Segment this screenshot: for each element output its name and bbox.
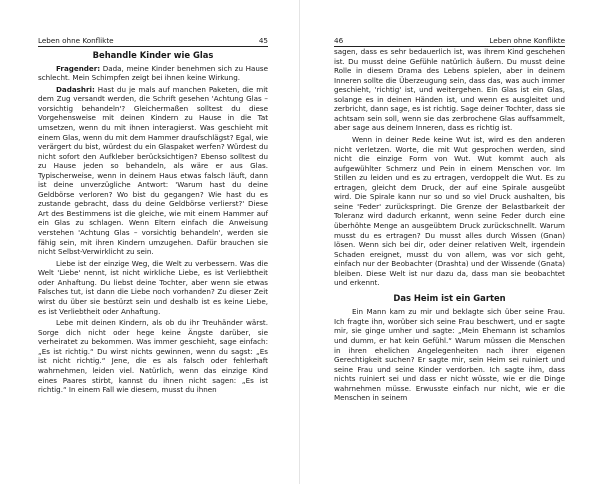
paragraph — [334, 135, 565, 288]
paragraph — [38, 259, 268, 316]
running-head-left — [38, 36, 268, 47]
page-number: 45 — [258, 36, 268, 45]
running-head-right — [334, 36, 565, 47]
paragraph-text: Wenn in deiner Rede keine Wut ist, wird es den anderen nicht verletzen. Worte, die mit Wut gesprochen werden, sind nicht die einzige Form von Wut. Wut kommt auch als aufgewühlter Schmerz und Pein in einem Menschen vor. Im Stillen zu leiden und es zu ertragen, verdoppelt die Wut. Es zu ertragen, gleicht dem Druck, der auf eine Spirale ausgeübt wird. Die Spirale kann nur so und so viel Druck aushalten, bis seine 'Feder' zurückspringt. Die Grenze der Belastbarkeit der Toleranz wird dadurch erkannt, wenn seine Feder durch eine überhöhte Menge an ausgeübtem Druck zurückschnellt. Warum musst du es ertragen? Du musst alles durch Wissen (Gnan) lösen. Wenn sich bei dir, oder deiner relativen Welt, irgendein Schaden ereignet, musst du von allem, was vor sich geht, einfach nur der Beobachter (Drashta) und der Wissende (Gnata) bleiben. Diese Welt ist nur dazu da, dass man sie beobachtet und erkennt. — [334, 135, 565, 288]
paragraph-text: Lebe mit deinen Kindern, als ob du ihr Treuhänder wärst. Sorge dich nicht oder hege keine Ängste darüber, sie verheiratet zu bekommen. Was immer geschieht, sage einfach: „Es ist richtig.“ Du wirst nichts gewinnen, wenn du sagst: „Es ist nicht richtig.“ Jene, die es als falsch oder fehlerhaft wahrnehmen, leiden viel. Natürlich, wenn das einzige Kind eines Paares stirbt, kannst du ihnen nicht sagen: „Es ist richtig.“ In einem Fall wie diesem, musst du ihnen — [38, 318, 268, 395]
paragraph — [334, 47, 565, 133]
running-title: Leben ohne Konflikte — [489, 36, 565, 45]
section-heading: Behandle Kinder wie Glas — [92, 50, 214, 60]
right-page — [300, 0, 599, 484]
paragraph-text: Liebe ist der einzige Weg, die Welt zu verbessern. Was die Welt 'Liebe' nennt, ist nicht wirkliche Liebe, es ist Verliebtheit oder Anhaftung. Du liebst deine Tochter, aber wenn sie etwas Falsches tut, ist dann die Liebe noch vorhanden? Zu dieser Zeit wirst du über sie bestürzt sein und deshalb ist es keine Liebe, es ist Verliebtheit oder Anhaftung. — [38, 258, 268, 316]
paragraph — [38, 85, 268, 257]
paragraph-text: Hast du je mals auf manchen Paketen, die mit dem Zug versandt werden, die Schrift gesehen 'Achtung Glas – vorsichtig behandeln'? Gleichermaßen solltest du diese Vorgehensweise mit deinen Kindern zu Hause in die Tat umsetzen, wenn du mit ihnen interagierst. Was geschieht mit einem Glas, wenn du mit dem Hammer draufschlägst? Egal, wie verärgert du bist, würdest du ein Glaspaket werfen? Würdest du nicht sofort den Aufkleber berücksichtigen? Ebenso solltest du zu Hause jeden so behandeln, als wäre er aus Glas. Typischerweise, wenn in deinem Haus etwas falsch läuft, dann ist deine unverzügliche Antwort: 'Warum hast du deine Geldbörse verloren? Wo bist du gegangen? Wie hast du es zustande gebracht, dass du deine Geldbörse verlierst?' Diese Art des Bestimmens ist die gleiche, wie mit einem Hammer auf ein Glas zu schlagen. Wenn Eltern einfach die Anweisung verstehen 'Achtung Glas – vorsichtig behandeln', werden sie fähig sein, mit ihren Kindern umzugehen. Dafür brauchen sie nicht Selbst-Verwirklicht zu sein. — [38, 84, 268, 257]
section-heading: Das Heim ist ein Garten — [393, 292, 506, 303]
paragraph — [38, 318, 268, 394]
paragraph-text: Ein Mann kam zu mir und beklagte sich über seine Frau. Ich fragte ihn, worüber sich seine Frau beschwert, und er sagte mir, sie ginge umher und sagte: „Mein Ehemann ist schamlos und dumm, er hat kein Gefühl.“ Warum müssen die Menschen in ihren ehelichen Angelegenheiten nach ihrer eigenen Gerechtigkeit suchen? Er sagte mir, sein Heim sei ruiniert und seine Frau und seine Kinder verdorben. Ich sagte ihm, dass nichts ruiniert sei und dass er nicht wüsste, wie er die Dinge wahrnehmen müsse. Erwusste einfach nur nicht, wie er die Menschen in seinem — [334, 307, 565, 403]
speaker-label: Fragender: — [56, 63, 101, 73]
paragraph — [334, 307, 565, 402]
paragraph — [38, 64, 268, 83]
paragraph-text: Dada, meine Kinder benehmen sich zu Hause schlecht. Mein Schimpfen zeigt bei ihnen keine Wirkung. — [38, 63, 268, 83]
page-number: 46 — [334, 36, 344, 45]
speaker-label: Dadashri: — [56, 84, 95, 94]
paragraph-text: sagen, dass es sehr bedauerlich ist, was ihrem Kind geschehen ist. Du musst deine Gefühle natürlich äußern. Du musst deine Rolle in diesem Drama des Lebens spielen, aber in deinem Inneren sollte die Überzeugung sein, dass das, was auch immer geschieht, 'richtig' ist, und weitergehen. Ein Glas ist ein Glas, solange es in deinen Händen ist, und wenn es ausgleitet und zerbricht, dann sage, es ist richtig. Sage deiner Tochter, dass sie achtsam sein soll, wenn sie das zerbrochene Glas auffsammelt, aber sage aus deinem Inneren, dass es richtig ist. — [334, 47, 565, 133]
running-title: Leben ohne Konflikte — [38, 36, 114, 45]
